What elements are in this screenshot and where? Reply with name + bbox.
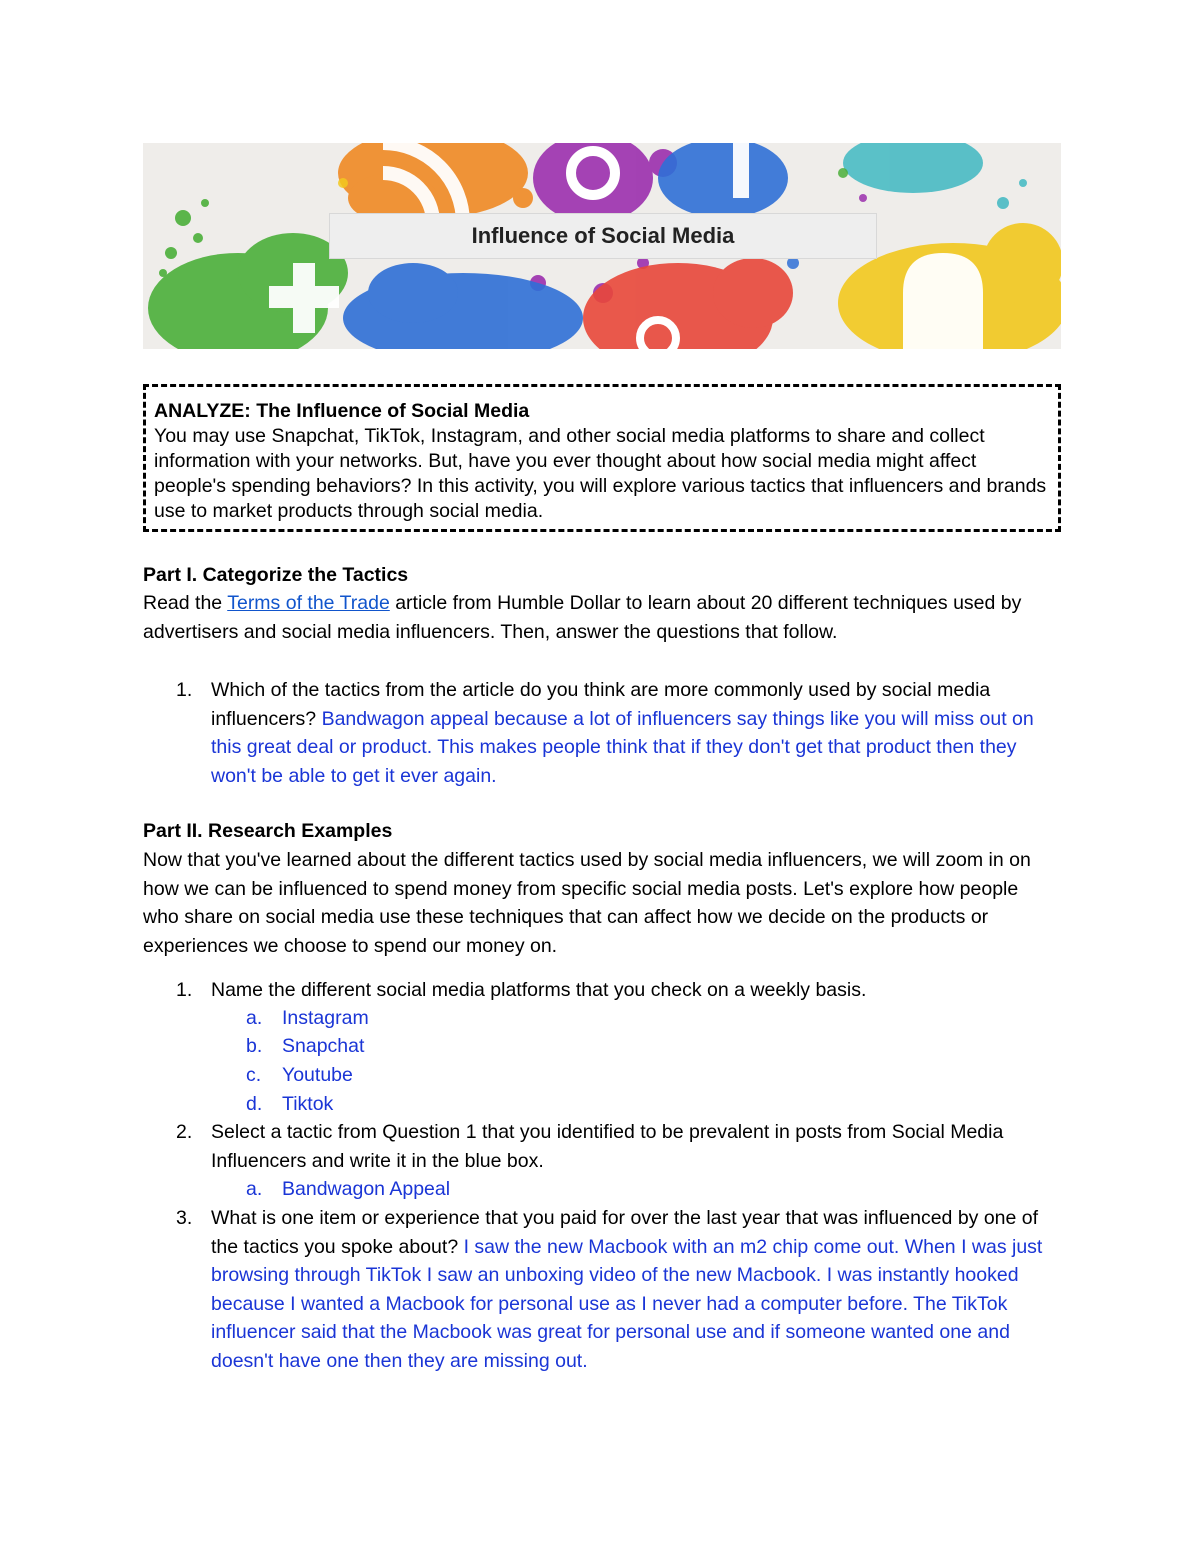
analyze-title: ANALYZE: The Influence of Social Media	[154, 400, 530, 422]
part2-q2-number: 2.	[176, 1121, 193, 1143]
part2-intro: Now that you've learned about the different tactics used by social media influencers, we will zoom in on how we can be influenced to spend money from specific social media posts. Let's explore how people who share on social media use these techniques that can affect how we decide on the products or experiences we choose to spend our money on.	[143, 849, 1031, 957]
part1-q1-answer: Bandwagon appeal because a lot of influencers say things like you will miss out on this great deal or product. This makes people think that if they don't get that product then they won't be able to get it ever again.	[211, 707, 1034, 787]
answer-snapchat: Snapchat	[282, 1035, 365, 1057]
answer-marker: b.	[246, 1035, 263, 1057]
answer-marker: c.	[246, 1064, 262, 1086]
part2-q3	[211, 1204, 1061, 1375]
part1-q1-number: 1.	[176, 679, 193, 701]
banner-title-box	[329, 213, 877, 259]
answer-youtube: Youtube	[282, 1064, 353, 1086]
part2-q1-question: Name the different social media platforms that you check on a weekly basis.	[211, 979, 867, 1001]
answer-marker: a.	[246, 1178, 263, 1200]
part2-q1-number: 1.	[176, 979, 193, 1001]
header-banner	[143, 143, 1061, 349]
part1-q1	[211, 676, 1051, 790]
answer-tiktok: Tiktok	[282, 1093, 334, 1115]
answer-marker: a.	[246, 1007, 263, 1029]
answer-marker: d.	[246, 1093, 263, 1115]
part1-title: Part I. Categorize the Tactics	[143, 564, 409, 586]
answer-bandwagon-appeal: Bandwagon Appeal	[282, 1178, 451, 1200]
answer-instagram: Instagram	[282, 1007, 369, 1029]
banner-title: Influence of Social Media	[471, 223, 735, 248]
part1-intro-before: Read the	[143, 592, 228, 614]
part1-intro	[143, 589, 1048, 646]
terms-of-the-trade-link[interactable]: Terms of the Trade	[227, 592, 390, 614]
analyze-callout-box	[143, 384, 1061, 532]
part2-q3-number: 3.	[176, 1207, 193, 1229]
part2-q2-question: Select a tactic from Question 1 that you identified to be prevalent in posts from Social Media Influencers and write it in the blue box.	[211, 1121, 1004, 1172]
part2-q3-question: What is one item or experience that you paid for over the last year that was influenced by one of the tactics you spoke about?	[211, 1207, 1039, 1258]
part1-q1-question: Which of the tactics from the article do you think are more commonly used by social media influencers?	[211, 679, 991, 730]
part2-title: Part II. Research Examples	[143, 820, 393, 842]
part1-intro-after: article from Humble Dollar to learn about 20 different techniques used by advertisers and social media influencers. Then, answer the questions that follow.	[143, 592, 1022, 643]
part2-q3-answer: I saw the new Macbook with an m2 chip come out. When I was just browsing through TikTok I saw an unboxing video of the new Macbook. I was instantly hooked because I wanted a Macbook for personal use as I never had a computer before. The TikTok influencer said that the Macbook was great for personal use and if someone wanted one and doesn't have one then they are missing out.	[211, 1235, 1043, 1372]
analyze-body: You may use Snapchat, TikTok, Instagram, and other social media platforms to share and collect information with your networks. But, have you ever thought about how social media might affect people's spending behaviors? In this activity, you will explore various tactics that influencers and brands use to market products through social media.	[154, 425, 1047, 522]
